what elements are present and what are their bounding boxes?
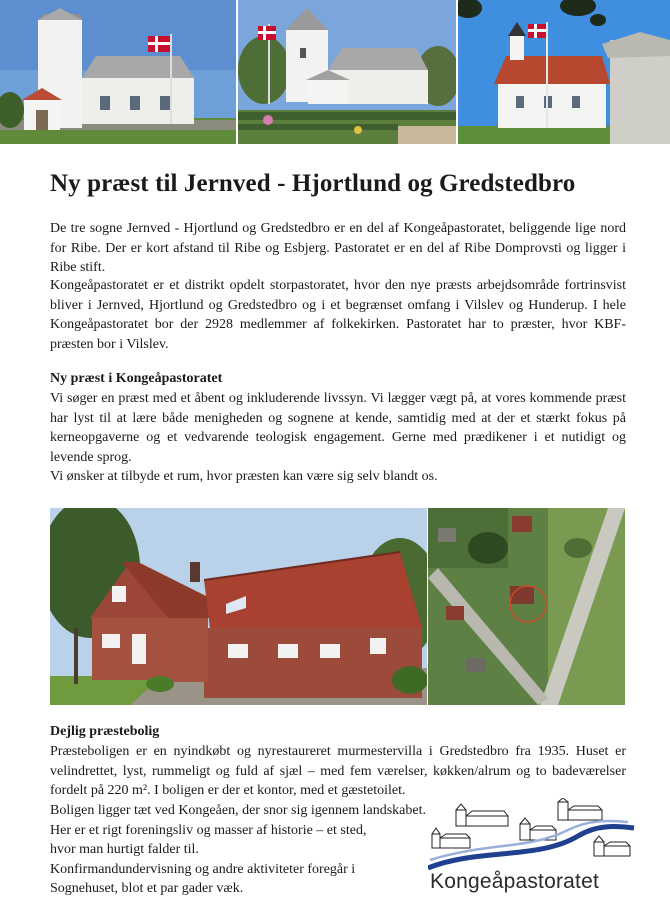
intro-paragraph-2: Kongeåpastoratet er et distrikt opdelt storpastoratet, hvor den nye præsts arbejdsområde fortrinsvist bliver i Jernved, Hjortlund og Gredstedbro og i et begrænset omfang i Vilslev og Hunderup. I hele Kongeåpastoratet bor der 2928 medlemmer af folkekirken. Pastoratet har to præster, hvor KBF-præsten bor i Vilslev. [50, 278, 626, 352]
page-title: Ny præst til Jernved - Hjortlund og Gredstedbro [50, 170, 576, 197]
rectory-house-photo [50, 508, 427, 705]
bolig-paragraph: Præsteboligen er en nyindkøbt og nyrestaureret murmestervilla i Gredstedbro fra 1935. Huset er velindrettet, lyst, rummeligt og fuld af sjæl – med fem værelser, køkken/alrum og to badeværelser fordelt på 220 m². I boligen er der et kontor, med et gæstetoilet. [50, 744, 626, 798]
bolig-line: Her er et rigt foreningsliv og masser af historie – et sted, [50, 823, 367, 838]
church-photo-hjortlund [238, 0, 456, 144]
church-photo-jernved [0, 0, 236, 144]
bolig-line: Boligen ligger tæt ved Kongeåen, der snor sig igennem landskabet. [50, 803, 426, 818]
bolig-line: hvor man hurtigt falder til. [50, 842, 199, 857]
church-photo-gredstedbro [458, 0, 670, 144]
ny-praest-paragraph: Vi søger en præst med et åbent og inkluderende livssyn. Vi lægger vægt på, at vores kommende præst har lyst til at lære både menigheden og sognene at kende, samtidig med at der et stærkt fokus på kerneopgaverne og et vedvarende teologisk engagement. Gerne med prædikener i et nutidigt og levende sprog. [50, 391, 626, 465]
section-heading-bolig: Dejlig præstebolig [50, 724, 160, 739]
ny-praest-paragraph-2: Vi ønsker at tilbyde et rum, hvor præsten kan være sig selv blandt os. [50, 469, 438, 484]
logo-text: Kongeåpastoratet [430, 870, 599, 893]
bolig-line: Sognehuset, blot et par gader væk. [50, 881, 244, 896]
kongeaapastoratet-logo [428, 798, 638, 898]
section-heading-ny-praest: Ny præst i Kongeåpastoratet [50, 371, 223, 386]
churches-river-logo-icon [428, 798, 638, 870]
intro-paragraph: De tre sogne Jernved - Hjortlund og Gredstedbro er en del af Kongeåpastoratet, beliggende lige nord for Ribe. Der er kort afstand til Ribe og Esbjerg. Pastoratet er en del af Ribe Domprovsti og ligger i Ribe stift. [50, 221, 626, 275]
bolig-line: Konfirmandundervisning og andre aktiviteter foregår i [50, 862, 356, 877]
aerial-map-photo [428, 508, 625, 705]
